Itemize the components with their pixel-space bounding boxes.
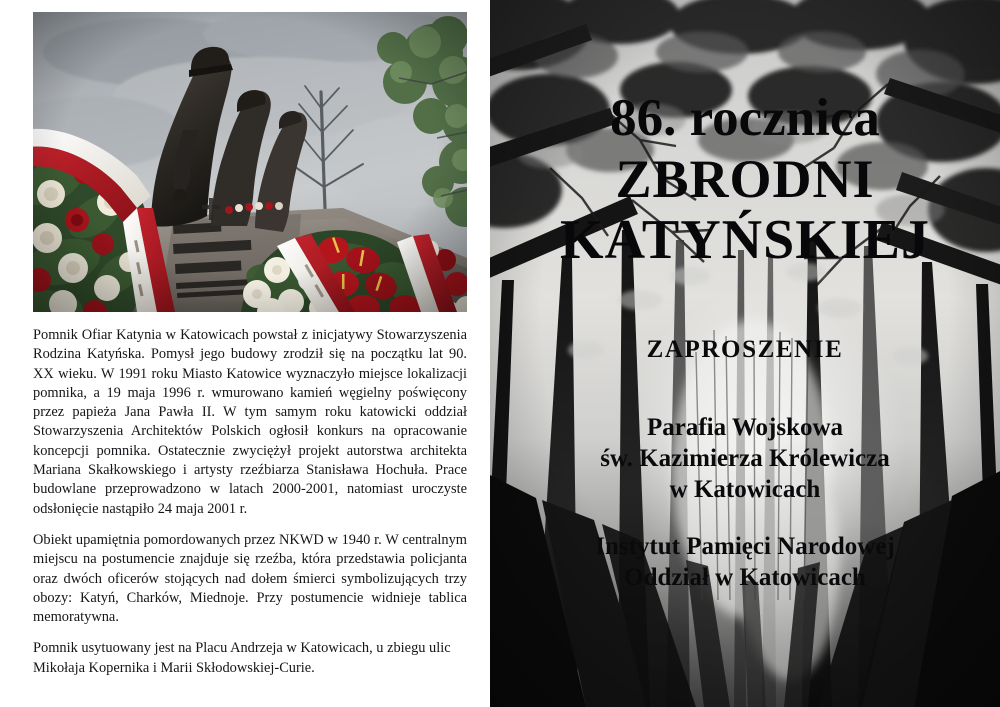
organizer-line: Oddział w Katowicach <box>624 564 866 591</box>
organizer-line: św. Kazimierza Królewicza <box>600 445 890 472</box>
poster-title-line-3: KATYŃSKIEJ <box>560 209 930 271</box>
organizer-line: Parafia Wojskowa <box>646 414 844 441</box>
katyn-monument-photo <box>33 12 467 312</box>
paragraph-history: Pomnik Ofiar Katynia w Katowicach powstał z inicjatywy Stowarzyszenia Rodzina Katyńska. Pomysł jego budowy zrodził się na początku lat 90. XX wieku. W 1991 roku Miasto Katowice wyznaczyło miejsce lokalizacji pomnika, a 19 maja 1996 r. wmurowano kamień węgielny poświęcony przez papieża Jana Pawła II. W tym samym roku katowicki oddział Stowarzyszenia Architektów Polskich ogłosił konkurs na opracowanie koncepcji pomnika. Ostatecznie zwyciężył projekt autorstwa architekta Mariana Skałkowskiego i artysty rzeźbiarza Stanisława Hochuła. Prace budowlane przeprowadzono w latach 2000-2001, natomiast uroczyste odsłonięcie nastąpiło 24 maja 2001 r. <box>33 327 467 517</box>
poster-title-line-2: ZBRODNI <box>615 149 875 209</box>
organizer-line: Instytut Pamięci Narodowej <box>595 533 895 560</box>
organizer-line: w Katowicach <box>669 476 821 503</box>
paragraph-location: Pomnik usytuowany jest na Placu Andrzeja w Katowicach, u zbiegu ulic Mikołaja Kopernika i Marii Skłodowskiej-Curie. <box>33 640 451 676</box>
right-page <box>490 0 1000 707</box>
organizer-instytut-pamieci-narodowej <box>490 531 1000 593</box>
article-body <box>33 326 467 690</box>
poster-content <box>490 0 1000 707</box>
invitation-heading: ZAPROSZENIE <box>646 336 844 363</box>
poster-title-line-1: 86. rocznica <box>610 89 880 147</box>
paragraph-description: Obiekt upamiętnia pomordowanych przez NKWD w 1940 r. W centralnym miejscu na postumencie znajduje się rzeźba, która przedstawia policjanta oraz dwóch oficerów stojących nad dołem śmierci symbolizujących trzy obozy: Katyń, Charków, Miednoje. Przy postumencie widnieje tablica memoratywna. <box>33 531 467 626</box>
organizer-parafia-wojskowa <box>490 412 1000 505</box>
left-page <box>0 0 490 707</box>
